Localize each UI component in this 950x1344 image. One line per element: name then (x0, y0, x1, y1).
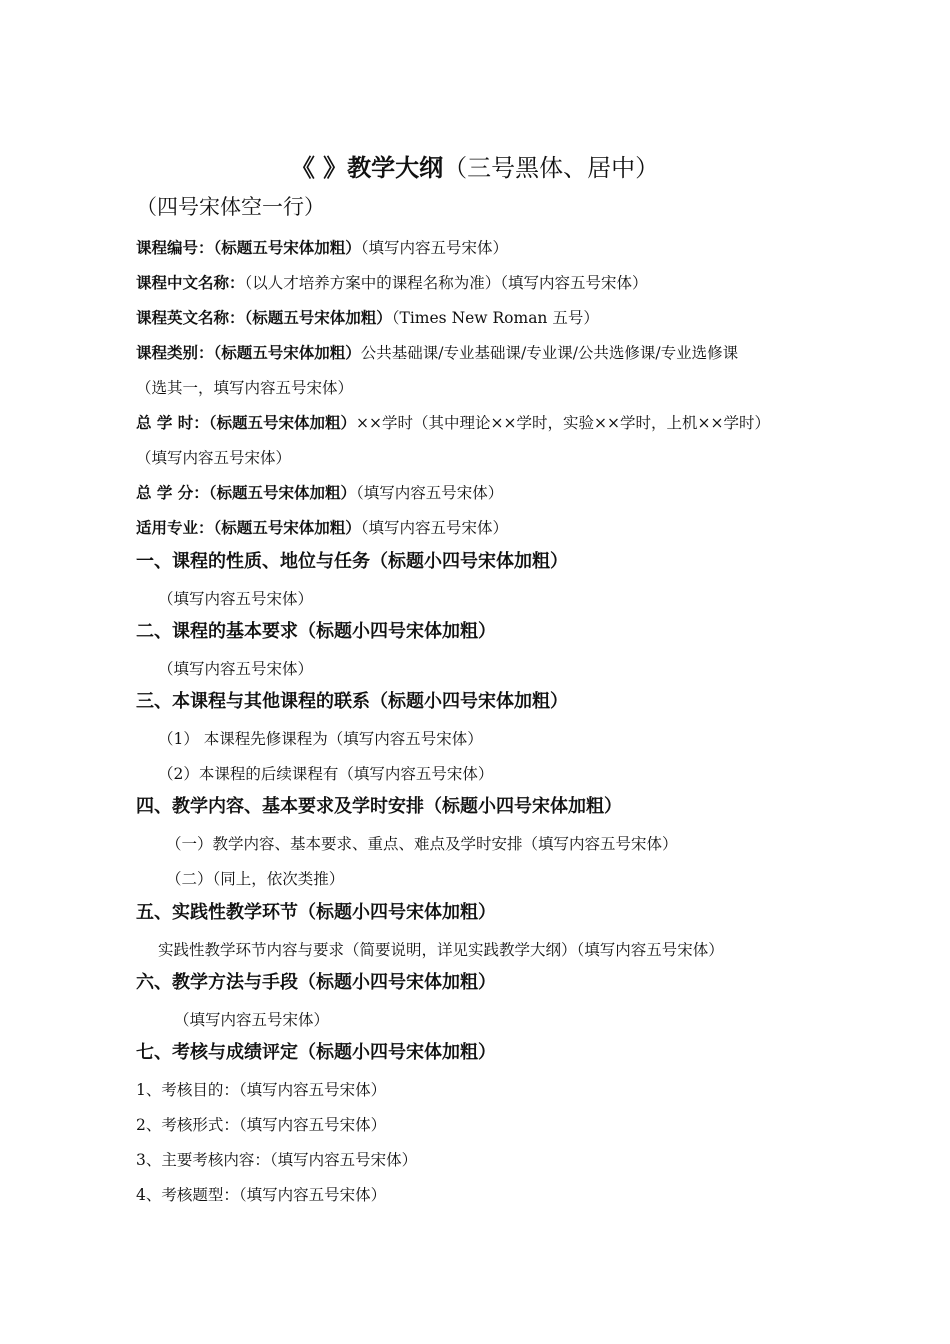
field-label: 课程中文名称： (136, 274, 245, 292)
section-heading-2: 二、课程的基本要求（标题小四号宋体加粗） (136, 621, 496, 642)
field-value: ××学时（其中理论××学时，实验××学时，上机××学时） (356, 414, 770, 432)
section-heading-6: 六、教学方法与手段（标题小四号宋体加粗） (136, 972, 496, 993)
field-course-category (136, 342, 738, 364)
field-total-credits (136, 482, 503, 504)
section-heading-4: 四、教学内容、基本要求及学时安排（标题小四号宋体加粗） (136, 796, 622, 817)
field-value: （填写内容五号宋体） (360, 239, 509, 257)
section-item: 4、考核题型：（填写内容五号宋体） (136, 1186, 387, 1204)
section-item: （1） 本课程先修课程为（填写内容五号宋体） (158, 730, 483, 748)
field-label: 课程类别：（标题五号宋体加粗） (136, 344, 361, 362)
field-value: （填写内容五号宋体） (360, 519, 509, 537)
section-item: （2）本课程的后续课程有（填写内容五号宋体） (158, 765, 494, 783)
field-value: （Times New Roman 五号） (391, 309, 599, 327)
field-value: （填写内容五号宋体） (356, 484, 504, 502)
field-total-hours-note: （填写内容五号宋体） (136, 449, 292, 467)
field-total-hours (136, 412, 770, 434)
section-body-1: （填写内容五号宋体） (158, 590, 314, 608)
field-course-cn-name (136, 272, 648, 294)
title-format-note: （三号黑体、居中） (443, 154, 660, 182)
document-title (0, 148, 950, 188)
field-label: 课程编号：（标题五号宋体加粗） (136, 239, 361, 257)
section-item: （二）（同上，依次类推） (166, 870, 345, 888)
section-item: 1、考核目的：（填写内容五号宋体） (136, 1081, 387, 1099)
section-item: 2、考核形式：（填写内容五号宋体） (136, 1116, 387, 1134)
section-body-5: 实践性教学环节内容与要求（简要说明，详见实践教学大纲）（填写内容五号宋体） (158, 941, 724, 959)
field-value: （以人才培养方案中的课程名称为准）（填写内容五号宋体） (244, 274, 648, 292)
field-label: 课程英文名称：（标题五号宋体加粗） (136, 309, 392, 327)
field-label: 总 学 分：（标题五号宋体加粗） (136, 484, 357, 502)
title-text: 《 》教学大纲 (290, 154, 444, 182)
section-heading-3: 三、本课程与其他课程的联系（标题小四号宋体加粗） (136, 691, 568, 712)
field-label: 总 学 时：（标题五号宋体加粗） (136, 414, 357, 432)
field-course-category-note: （选其一，填写内容五号宋体） (136, 379, 354, 397)
field-value: 公共基础课/专业基础课/专业课/公共选修课/专业选修课 (360, 344, 739, 362)
section-body-6: （填写内容五号宋体） (174, 1011, 330, 1029)
section-body-2: （填写内容五号宋体） (158, 660, 314, 678)
section-item: （一）教学内容、基本要求、重点、难点及学时安排（填写内容五号宋体） (166, 835, 678, 853)
section-heading-7: 七、考核与成绩评定（标题小四号宋体加粗） (136, 1042, 496, 1063)
field-applicable-major (136, 517, 508, 539)
field-course-code (136, 237, 508, 259)
section-heading-1: 一、课程的性质、地位与任务（标题小四号宋体加粗） (136, 551, 568, 572)
subtitle-note: （四号宋体空一行） (136, 195, 325, 219)
section-heading-5: 五、实践性教学环节（标题小四号宋体加粗） (136, 902, 496, 923)
field-label: 适用专业：（标题五号宋体加粗） (136, 519, 361, 537)
field-course-en-name (136, 307, 599, 329)
section-item: 3、主要考核内容：（填写内容五号宋体） (136, 1151, 418, 1169)
